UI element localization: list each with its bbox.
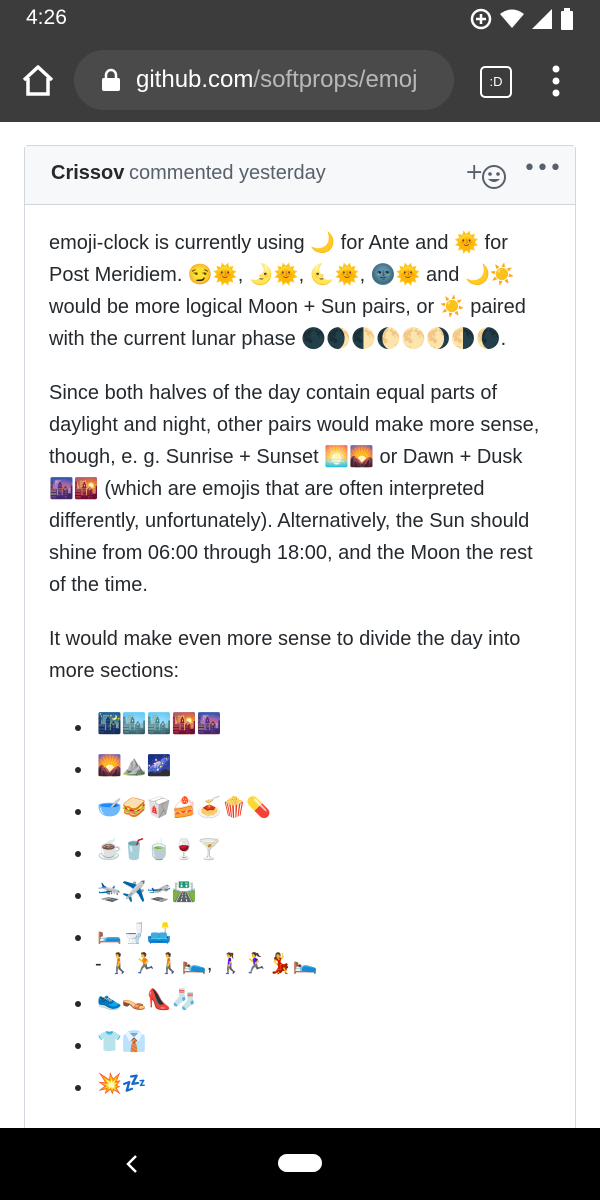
list-item: 🥣🥪🥡🍰🍝🍿💊: [97, 793, 551, 829]
status-bar: [0, 0, 600, 38]
address-bar[interactable]: [74, 50, 454, 110]
tab-switcher-button[interactable]: :D: [480, 66, 512, 98]
status-icons: [470, 8, 574, 30]
navigation-bar: [0, 1128, 600, 1200]
list-item: ☕🥤🍵🍷🍸: [97, 835, 551, 871]
list-item-subline: - 🚶🏃🚶🛌, 🚶‍♀️🏃‍♀️💃🛌: [95, 953, 318, 975]
smiley-icon: [481, 164, 507, 190]
wifi-icon: [500, 9, 524, 29]
menu-icon[interactable]: [550, 64, 562, 98]
back-icon[interactable]: [124, 1154, 140, 1174]
comment-body: [25, 205, 575, 1105]
add-reaction-button[interactable]: [465, 162, 507, 190]
plus-icon: +: [465, 160, 484, 185]
paragraph-2: Since both halves of the day contain equal parts of daylight and night, other pairs would make more sense, though, e. g. Sunrise + Sunset 🌅🌄 or Dawn + Dusk 🌆🌇 (which are emojis that are often interpreted differently, unfortunately). Alternatively, the Sun should shine from 06:00 through 18:00, and the Moon the rest of the time.: [49, 382, 540, 596]
home-pill[interactable]: [278, 1154, 322, 1172]
comment-box: [24, 145, 576, 1147]
list-item: 🌄⛰️🌌: [97, 751, 551, 787]
url-domain: github.com: [136, 66, 254, 93]
list-item: 🛬✈️🛫🛣️: [97, 877, 551, 913]
url-path: /softprops/emoj: [253, 66, 418, 93]
comment-meta[interactable]: commented yesterday: [129, 162, 326, 184]
more-options-button[interactable]: •••: [523, 156, 562, 181]
home-icon[interactable]: [20, 62, 56, 98]
list-item: [97, 919, 551, 979]
list-item: 👟👡👠🧦: [97, 985, 551, 1021]
battery-icon: [560, 8, 574, 30]
list-item: 🌃🏙️🏙️🌇🌆: [97, 709, 551, 745]
list-item-line: 🛏️🚽🛋️: [97, 923, 172, 945]
status-time: 4:26: [26, 6, 67, 29]
paragraph-1: emoji-clock is currently using 🌙 for Ante and 🌞 for Post Meridiem. 😏🌞, 🌛🌞, 🌜🌞, 🌚🌞 and 🌙☀️ would be more logical Moon + Sun pairs, or ☀️ paired with the current lunar phase 🌑🌒🌓🌔🌕🌖🌗🌘.: [49, 232, 526, 350]
comment-author[interactable]: Crissov: [51, 162, 125, 184]
paragraph-3: It would make even more sense to divide the day into more sections:: [49, 628, 521, 682]
url-text[interactable]: [136, 66, 417, 94]
lock-icon: [100, 68, 122, 92]
list-item: 👕👔: [97, 1027, 551, 1063]
sections-list: [49, 709, 551, 1105]
signal-icon: [532, 9, 552, 29]
comment-header: [25, 146, 575, 205]
list-item: 💥💤: [97, 1069, 551, 1105]
browser-toolbar: [0, 38, 600, 122]
data-saver-icon: [470, 8, 492, 30]
